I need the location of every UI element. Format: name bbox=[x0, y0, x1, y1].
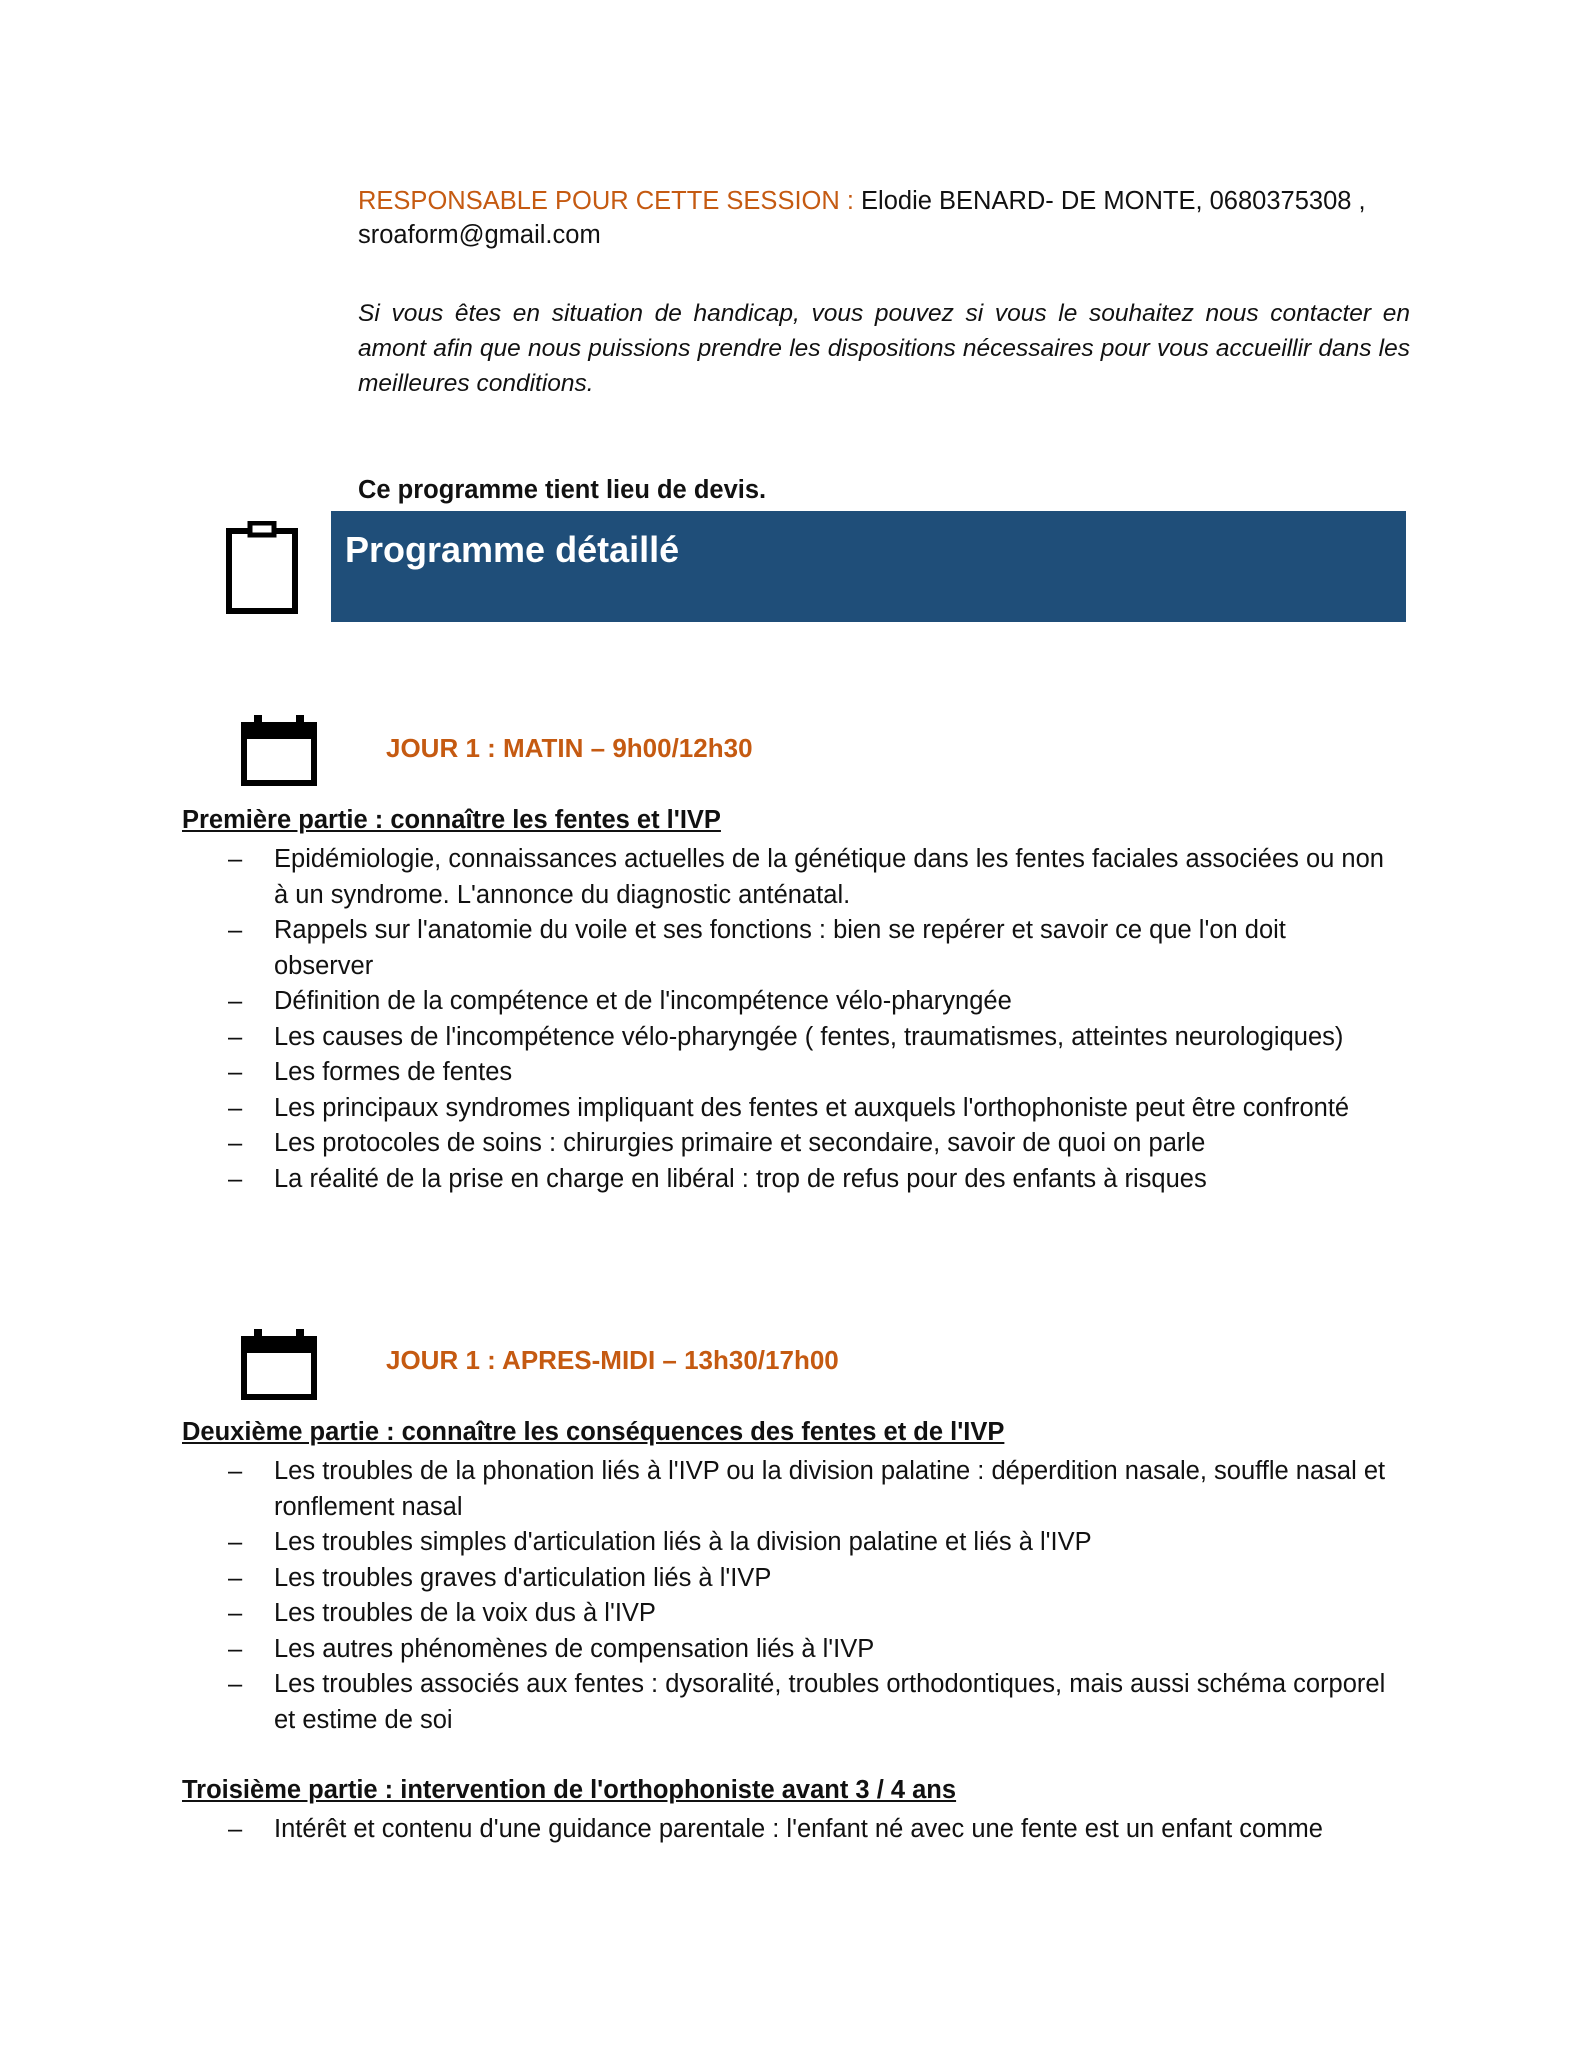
part2-title: Deuxième partie : connaître les conséquences des fentes et de l'IVP bbox=[182, 1418, 1005, 1446]
contact-email[interactable]: sroaform@gmail.com bbox=[358, 221, 601, 249]
list-item: – Les protocoles de soins : chirurgies primaire et secondaire, savoir de quoi on parle bbox=[0, 1126, 1386, 1162]
list-dash: – bbox=[228, 1634, 243, 1663]
list-dash: – bbox=[228, 1563, 243, 1592]
list-dash: – bbox=[228, 1599, 243, 1627]
list-item: – Epidémiologie, connaissances actuelles de la génétique dans les fentes faciales associées ou non à un syndrome. L'annonce du diagnostic anténatal. bbox=[0, 842, 1386, 913]
calendar-icon bbox=[240, 711, 320, 788]
list-dash: – bbox=[228, 1528, 243, 1556]
handicap-note: Si vous êtes en situation de handicap, vous pouvez si vous le souhaitez nous contacter en amont afin que nous puissions prendre les dispositions nécessaires pour vous accueillir dans les meilleures conditions. bbox=[358, 300, 1410, 397]
section-banner bbox=[331, 511, 1406, 622]
list-dash: – bbox=[228, 1022, 243, 1051]
part2-list bbox=[0, 1454, 1386, 1738]
devis-note: Ce programme tient lieu de devis. bbox=[358, 476, 767, 504]
part3-list bbox=[0, 1812, 1386, 1848]
contact-line bbox=[358, 184, 1408, 218]
list-item: – Les troubles associés aux fentes : dysoralité, troubles orthodontiques, mais aussi schéma corporel et estime de soi bbox=[0, 1667, 1386, 1738]
list-item: – Les principaux syndromes impliquant des fentes et auxquels l'orthophoniste peut être confronté bbox=[0, 1091, 1386, 1127]
list-item: – La réalité de la prise en charge en libéral : trop de refus pour des enfants à risques bbox=[0, 1162, 1386, 1198]
list-item: – Les troubles de la voix dus à l'IVP bbox=[0, 1596, 1386, 1632]
list-dash: – bbox=[228, 987, 243, 1015]
list-item: – Les troubles simples d'articulation liés à la division palatine et liés à l'IVP bbox=[0, 1525, 1386, 1561]
list-item: – Intérêt et contenu d'une guidance parentale : l'enfant né avec une fente est un enfant comme bbox=[0, 1812, 1386, 1848]
clipboard-icon bbox=[225, 521, 301, 614]
list-item: – Les causes de l'incompétence vélo-pharyngée ( fentes, traumatismes, atteintes neurologiques) bbox=[0, 1020, 1386, 1056]
banner-title: Programme détaillé bbox=[345, 529, 680, 570]
list-item: – Rappels sur l'anatomie du voile et ses fonctions : bien se repérer et savoir ce que l'on doit observer bbox=[0, 913, 1386, 984]
part3-title: Troisième partie : intervention de l'orthophoniste avant 3 / 4 ans bbox=[182, 1776, 957, 1804]
list-dash: – bbox=[228, 1164, 243, 1193]
list-dash: – bbox=[228, 1815, 243, 1843]
list-item: – Les troubles graves d'articulation liés à l'IVP bbox=[0, 1561, 1386, 1597]
day1-morning-title: JOUR 1 : MATIN – 9h00/12h30 bbox=[386, 733, 753, 763]
list-dash: – bbox=[228, 1670, 243, 1698]
contact-label: RESPONSABLE POUR CETTE SESSION : bbox=[358, 187, 854, 215]
list-item: – Définition de la compétence et de l'incompétence vélo-pharyngée bbox=[0, 984, 1386, 1020]
list-item: – Les formes de fentes bbox=[0, 1055, 1386, 1091]
list-item: – Les troubles de la phonation liés à l'IVP ou la division palatine : déperdition nasale, souffle nasal et ronflement nasal bbox=[0, 1454, 1386, 1525]
calendar-icon bbox=[240, 1325, 320, 1402]
contact-name-phone: Elodie BENARD- DE MONTE, 0680375308 , bbox=[853, 187, 1366, 215]
part1-list bbox=[0, 842, 1386, 1197]
list-dash: – bbox=[228, 1058, 243, 1086]
day1-afternoon-title: JOUR 1 : APRES-MIDI – 13h30/17h00 bbox=[386, 1345, 839, 1375]
part1-title: Première partie : connaître les fentes et l'IVP bbox=[182, 806, 721, 834]
list-dash: – bbox=[228, 1129, 243, 1157]
contact-block bbox=[358, 184, 1408, 252]
list-dash: – bbox=[228, 1093, 243, 1122]
list-dash: – bbox=[228, 916, 243, 944]
list-dash: – bbox=[228, 1457, 243, 1485]
list-item: – Les autres phénomènes de compensation liés à l'IVP bbox=[0, 1632, 1386, 1668]
list-dash: – bbox=[228, 845, 243, 873]
